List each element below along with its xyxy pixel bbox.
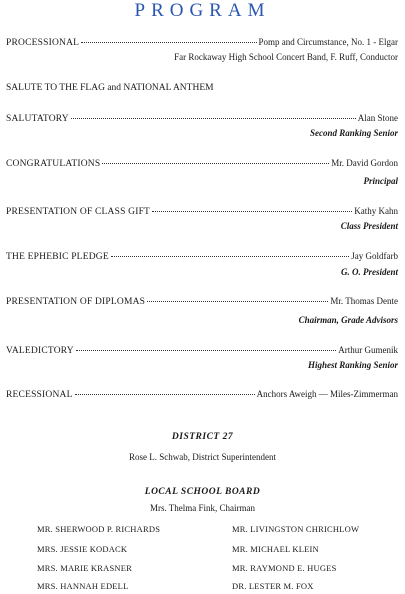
item-label: PRESENTATION OF DIPLOMAS [6,297,146,307]
board-member: MR. MICHAEL KLEIN [232,544,319,554]
item-label: SALUTATORY [6,114,69,124]
item-role: Chairman, Grade Advisors [298,315,398,325]
dot-leader [75,393,255,395]
board-member: MR. RAYMOND E. HUGES [232,563,337,573]
item-label: PRESENTATION OF CLASS GIFT [6,207,151,217]
item-performer: Mr. Thomas Dente [330,296,398,306]
item-label: VALEDICTORY [6,346,74,356]
board-member: MRS. JESSIE KODACK [37,544,128,554]
item-role: G. O. President [341,267,398,277]
dot-leader [152,210,352,212]
board-member: MRS. MARIE KRASNER [37,563,132,573]
item-performer: Anchors Aweigh — Miles-Zimmerman [256,389,398,399]
board-heading: LOCAL SCHOOL BOARD [144,487,261,497]
program-item-salutatory [6,113,398,124]
item-performer: Alan Stone [357,113,398,123]
item-performer: Arthur Gumenik [338,345,398,355]
board-member: MR. SHERWOOD P. RICHARDS [37,524,161,534]
program-item-valedictory [6,345,398,356]
item-role: Class President [340,221,398,231]
item-role: Principal [363,176,398,186]
item-performer: Mr. David Gordon [331,158,398,168]
item-subline: Far Rockaway High School Concert Band, F. Ruff, Conductor [174,52,398,62]
program-item-class-gift [6,206,398,217]
item-label: THE EPHEBIC PLEDGE [6,252,109,262]
dot-leader [71,117,356,119]
program-item-ephebic-pledge [6,251,398,262]
dot-leader [111,255,349,257]
district-superintendent: Rose L. Schwab, District Superintendent [129,452,276,462]
item-label: CONGRATULATIONS [6,159,101,169]
district-heading: DISTRICT 27 [171,432,234,442]
board-chairman: Mrs. Thelma Fink, Chairman [149,503,256,513]
item-role: Second Ranking Senior [309,128,398,138]
item-performer: Kathy Kahn [354,206,398,216]
dot-leader [102,162,329,164]
item-label: PROCESSIONAL [6,38,80,48]
program-item-congratulations [6,158,398,169]
dot-leader [81,41,256,43]
dot-leader [147,300,328,302]
program-item-recessional [6,389,398,400]
program-item-salute: SALUTE TO THE FLAG and NATIONAL ANTHEM [6,83,214,93]
board-member: DR. LESTER M. FOX [232,581,314,591]
item-label: RECESSIONAL [6,390,73,400]
board-member: MR. LIVINGSTON CHRICHLOW [232,524,360,534]
board-member: MRS. HANNAH EDELL [37,581,129,591]
item-performer: Pomp and Circumstance, No. 1 - Elgar [258,37,398,47]
item-role: Highest Ranking Senior [307,360,398,370]
item-performer: Jay Goldfarb [351,251,398,261]
dot-leader [76,349,336,351]
program-item-processional [6,37,398,48]
page-title: PROGRAM [134,0,271,21]
program-item-diplomas [6,296,398,307]
